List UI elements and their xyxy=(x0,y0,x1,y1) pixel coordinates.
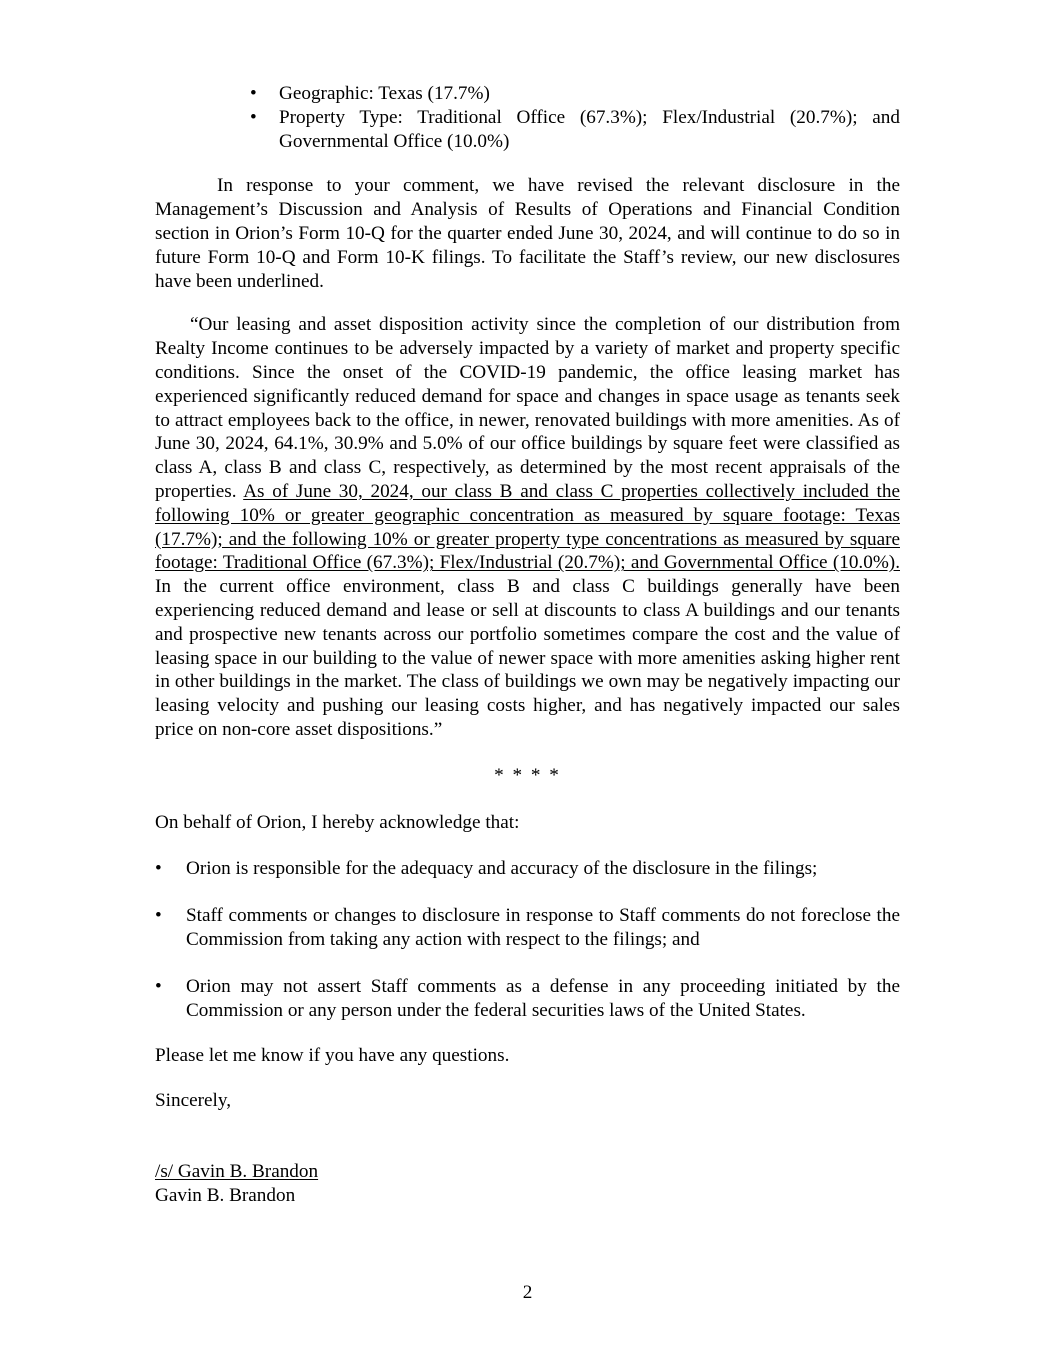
bullet-icon: • xyxy=(155,905,162,927)
closing: Sincerely, xyxy=(155,1090,232,1112)
acknowledgement-intro: On behalf of Orion, I hereby acknowledge that: xyxy=(155,811,520,833)
questions-line: Please let me know if you have any questions. xyxy=(155,1045,510,1067)
signer-name: Gavin B. Brandon xyxy=(155,1184,296,1206)
response-paragraph: In response to your comment, we have revised the relevant disclosure in the Management’s Discussion and Analysis of Results of Operations and Financial Condition section in Orion’s Form 10-Q for the quarter ended June 30, 2024, and will continue to do so in future Form 10-Q and Form 10-K filings. To facilitate the Staff’s review, our new disclosures have been underlined. xyxy=(155,175,900,292)
list-item xyxy=(250,82,900,106)
list-item xyxy=(155,904,900,952)
page-number: 2 xyxy=(522,1282,533,1303)
letter-page xyxy=(155,82,900,1207)
list-item xyxy=(155,975,900,1023)
list-item-text: Orion is responsible for the adequacy and accuracy of the disclosure in the filings; xyxy=(186,858,818,880)
list-item-text: Staff comments or changes to disclosure in response to Staff comments do not foreclose the Commission from taking any action with respect to the filings; and xyxy=(186,905,900,950)
quote-underlined-new-disclosure: As of June 30, 2024, our class B and class C properties collectively included the following 10% or greater geographic concentration as measured by square footage: Texas (17.7%); and the following 10% or greater property type concentrations as measured by square footage: Traditional Office (67.3%); Flex/Industrial (20.7%); and Governmental Office (10.0%). xyxy=(155,480,901,574)
bullet-icon: • xyxy=(155,975,162,997)
acknowledgement-list xyxy=(155,857,900,1022)
signature: /s/ Gavin B. Brandon xyxy=(155,1160,319,1182)
quote-text-after: In the current office environment, class B and class C buildings generally have been experiencing reduced demand and lease or sell at discounts to class A buildings and our tenants and prospective new tenants across our portfolio sometimes compare the cost and the value of leasing space in our building to the value of newer space with more amenities asking higher rent in other buildings in the market. The class of buildings we own may be negatively impacting our leasing velocity and pushing our leasing costs higher, and has negatively impacted our sales price on non-core asset dispositions.” xyxy=(155,576,900,740)
bullet-icon: • xyxy=(250,83,257,104)
bullet-icon: • xyxy=(155,858,162,880)
list-item-text: Property Type: Traditional Office (67.3%); Flex/Industrial (20.7%); and Governmental Office (10.0%) xyxy=(279,106,900,152)
list-item xyxy=(250,106,900,154)
signature-block xyxy=(155,1160,900,1208)
quote-text-before: “Our leasing and asset disposition activity since the completion of our distribution from Realty Income continues to be adversely impacted by a variety of market and property specific conditions. Since the onset of the COVID-19 pandemic, the office leasing market has experienced significantly reduced demand for space and changes in space usage as tenants seek to attract employees back to the office, in newer, renovated buildings with more amenities. As of June 30, 2024, 64.1%, 30.9% and 5.0% of our office buildings by square feet were classified as class A, class B and class C, respectively, as determined by the most recent appraisals of the properties. xyxy=(155,314,900,502)
list-item-text: Geographic: Texas (17.7%) xyxy=(279,83,490,104)
concentration-list xyxy=(155,82,900,153)
section-separator: * * * * xyxy=(494,764,561,786)
list-item-text: Orion may not assert Staff comments as a defense in any proceeding initiated by the Commission or any person under the federal securities laws of the United States. xyxy=(186,975,900,1021)
revised-disclosure-quote xyxy=(155,313,900,741)
list-item xyxy=(155,857,900,881)
bullet-icon: • xyxy=(250,106,257,128)
